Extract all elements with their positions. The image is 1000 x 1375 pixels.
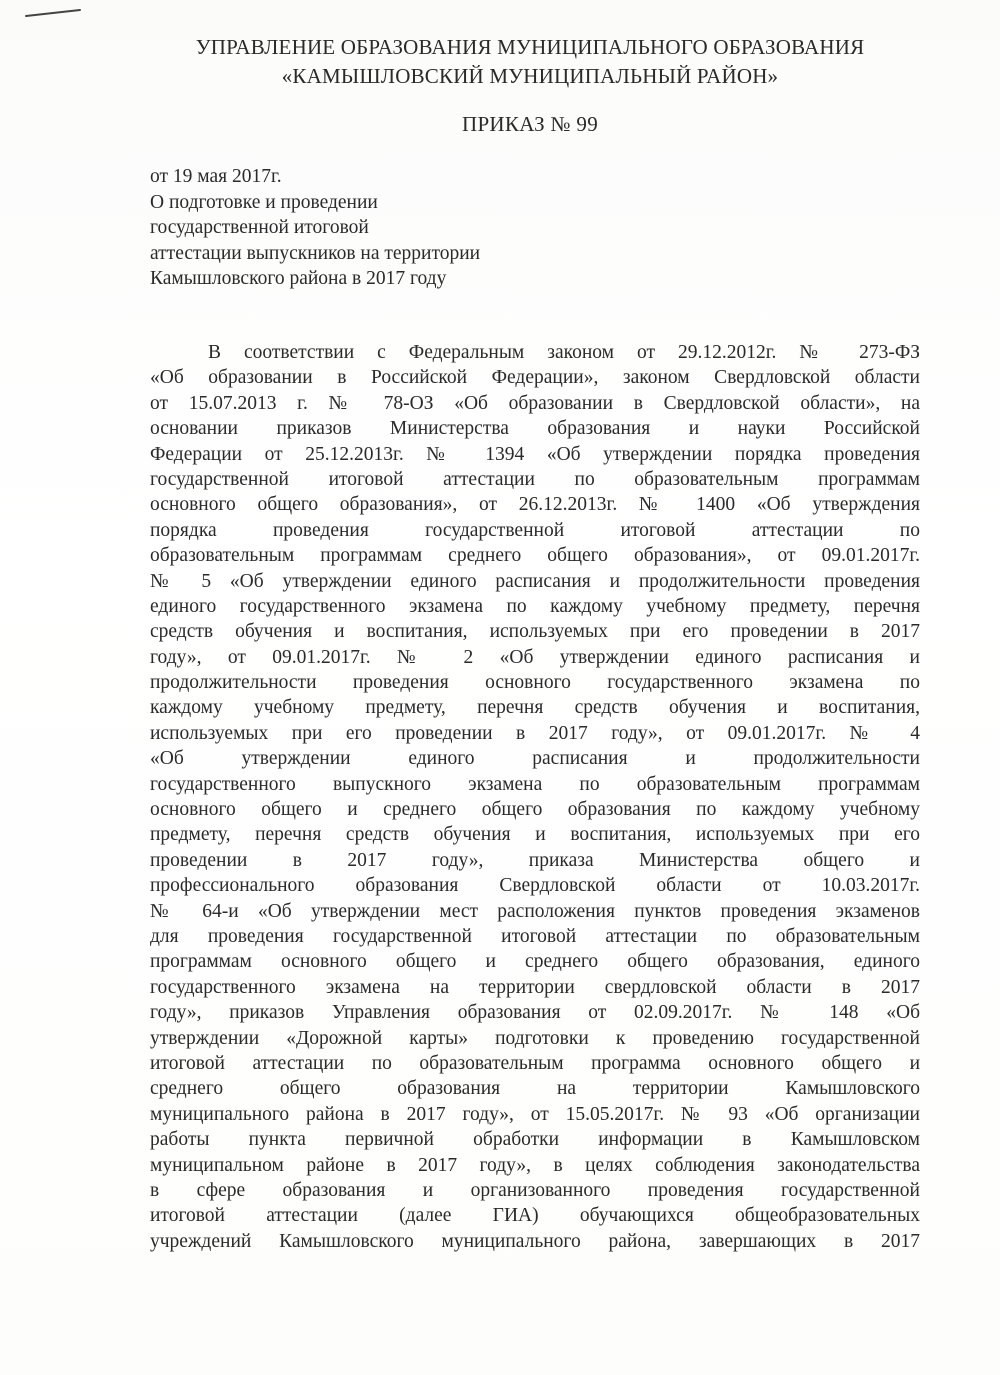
- body-line: муниципальном районе в 2017 году», в целях соблюдения законодательства: [150, 1154, 920, 1176]
- subject-line: О подготовке и проведении: [150, 191, 378, 213]
- body-line: государственной итоговой аттестации по образовательным программам: [150, 468, 920, 490]
- body-line: году», от 09.01.2017г. № 2 «Об утверждении единого расписания и: [150, 646, 920, 668]
- body-line: продолжительности проведения основного государственного экзамена по: [150, 672, 920, 694]
- body-line: муниципального района в 2017 году», от 15.05.2017г. № 93 «Об организации: [150, 1103, 920, 1125]
- organization-header: [110, 33, 950, 91]
- subject-line: Камышловского района в 2017 году: [150, 268, 447, 289]
- body-line: каждому учебному предмету, перечня средств обучения и воспитания,: [150, 697, 920, 719]
- body-line: государственного экзамена на территории свердловской области в 2017: [150, 976, 920, 998]
- body-line: единого государственного экзамена по каждому учебному предмету, перечня: [150, 595, 920, 617]
- subject-line: государственной итоговой: [150, 217, 369, 238]
- body-line: № 5 «Об утверждении единого расписания и продолжительности проведения: [150, 570, 920, 592]
- body-line: государственного выпускного экзамена по образовательным программам: [150, 773, 920, 795]
- body-line: от 15.07.2013 г. № 78-ОЗ «Об образовании в Свердловской области», на: [150, 392, 920, 414]
- body-line: предмету, перечня средств обучения и воспитания, используемых при его: [150, 824, 920, 846]
- subject-line: аттестации выпускников на территории: [150, 242, 481, 264]
- body-line: В соответствии с Федеральным законом от 29.12.2012г. № 273-ФЗ: [208, 342, 920, 363]
- scan-mark-line: [24, 8, 82, 18]
- body-line: программам основного общего и среднего общего образования, единого: [150, 951, 920, 973]
- body-line: учреждений Камышловского муниципального района, завершающих в 2017: [150, 1230, 920, 1252]
- body-line: году», приказов Управления образования от 02.09.2017г. № 148 «Об: [150, 1002, 920, 1024]
- body-line: работы пункта первичной обработки информации в Камышловском: [150, 1129, 920, 1151]
- order-date: от 19 мая 2017г.: [150, 166, 282, 187]
- body-line: в сфере образования и организованного проведения государственной: [150, 1179, 920, 1201]
- body-line: средств обучения и воспитания, используемых при его проведении в 2017: [150, 621, 920, 643]
- order-body: [150, 340, 920, 1254]
- order-title: ПРИКАЗ № 99: [461, 112, 599, 136]
- header-line-1: УПРАВЛЕНИЕ ОБРАЗОВАНИЯ МУНИЦИПАЛЬНОГО ОБРАЗОВАНИЯ: [195, 35, 865, 59]
- body-line: «Об утверждении единого расписания и продолжительности: [150, 748, 920, 770]
- body-line: основного общего образования», от 26.12.2013г. № 1400 «Об утверждения: [150, 494, 920, 516]
- body-line: итоговой аттестации (далее ГИА) обучающихся общеобразовательных: [150, 1205, 920, 1227]
- header-line-2: «КАМЫШЛОВСКИЙ МУНИЦИПАЛЬНЫЙ РАЙОН»: [281, 64, 779, 88]
- body-line: «Об образовании в Российской Федерации», законом Свердловской области: [150, 367, 920, 389]
- body-line: основного общего и среднего общего образования по каждому учебному: [150, 799, 920, 821]
- body-line: используемых при его проведении в 2017 году», от 09.01.2017г. № 4: [150, 722, 920, 744]
- body-line: № 64-и «Об утверждении мест расположения пунктов проведения экзаменов: [150, 900, 920, 922]
- order-meta: [150, 164, 480, 292]
- body-line: утверждении «Дорожной карты» подготовки к проведению государственной: [150, 1027, 920, 1049]
- body-line: образовательным программам среднего общего образования», от 09.01.2017г.: [150, 545, 920, 567]
- body-line: порядка проведения государственной итоговой аттестации по: [150, 519, 920, 541]
- body-line: профессионального образования Свердловской области от 10.03.2017г.: [150, 875, 920, 897]
- body-line: среднего общего образования на территории Камышловского: [150, 1078, 920, 1100]
- body-line: итоговой аттестации по образовательным программа основного общего и: [150, 1052, 920, 1074]
- body-line: для проведения государственной итоговой аттестации по образовательным: [150, 925, 920, 947]
- body-line: проведении в 2017 году», приказа Министерства общего и: [150, 849, 920, 871]
- body-line: Федерации от 25.12.2013г. № 1394 «Об утверждении порядка проведения: [150, 443, 920, 465]
- body-line: основании приказов Министерства образования и науки Российской: [150, 418, 920, 440]
- order-subject: [150, 190, 480, 292]
